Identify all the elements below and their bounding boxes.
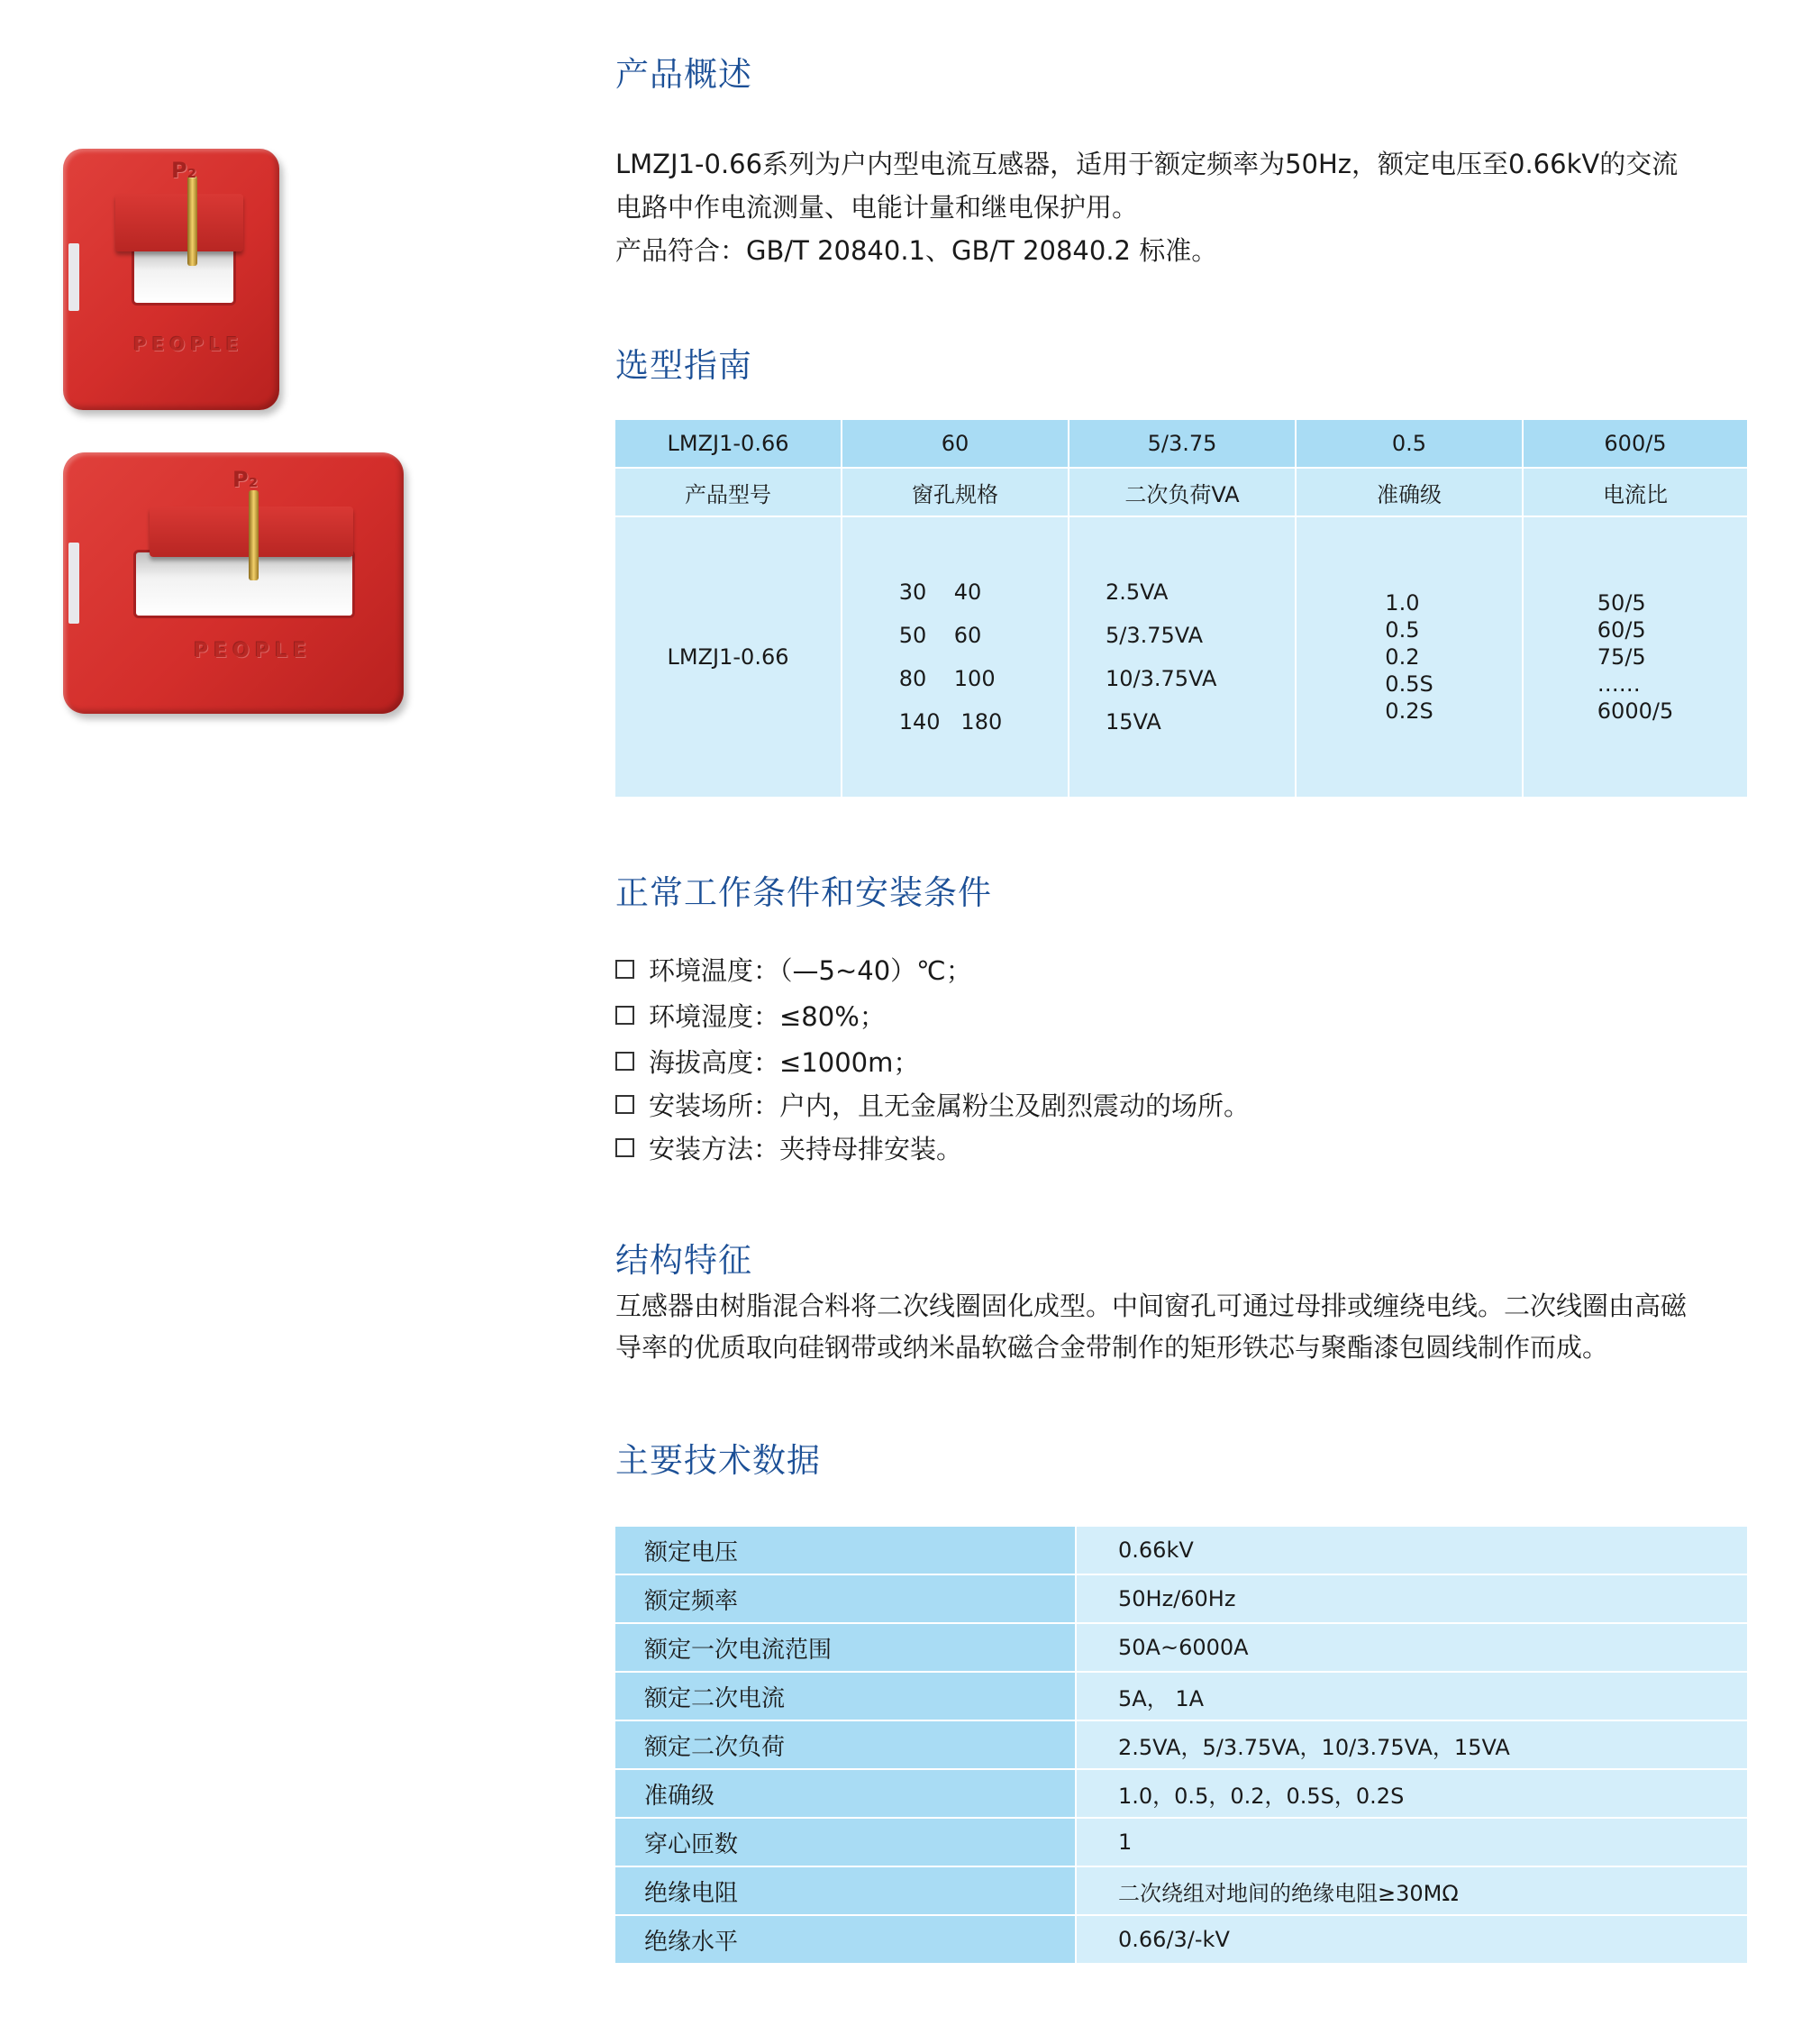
condition-text: 环境湿度：≤80%；: [649, 1001, 886, 1032]
tech-title: 主要技术数据: [615, 1441, 821, 1480]
condition-text: 海拔高度：≤1000m；: [649, 1047, 920, 1078]
terminal-marking: P₂: [171, 158, 197, 183]
header-cell: 产品型号: [615, 467, 841, 516]
header-cell: 准确级: [1297, 467, 1522, 516]
checkbox-icon: [615, 1138, 634, 1157]
param-name: 额定频率: [615, 1575, 1075, 1622]
brand-emboss: PEOPLE: [133, 333, 244, 355]
selection-table: [615, 420, 1747, 795]
core-window: [133, 550, 355, 618]
table-row: [615, 1867, 1747, 1916]
header-cell: 电流比: [1524, 467, 1747, 516]
ratio-value: 50/5: [1597, 590, 1646, 616]
top-cell: LMZJ1-0.66: [615, 420, 841, 467]
ratio-value: 60/5: [1597, 617, 1646, 643]
structure-text: [615, 1285, 1687, 1368]
label-sticker: [68, 243, 79, 311]
model-cell: LMZJ1-0.66: [615, 516, 841, 797]
column-model: [615, 420, 841, 795]
condition-item: [615, 1086, 1250, 1123]
condition-item: [615, 1043, 919, 1080]
overview-line: LMZJ1-0.66系列为户内型电流互感器，适用于额定频率为50Hz，额定电压至0.66kV的交流: [615, 149, 1679, 179]
param-value: 50Hz/60Hz: [1077, 1575, 1747, 1622]
accuracy-value: 0.2: [1385, 644, 1420, 670]
param-value: 50A~6000A: [1077, 1624, 1747, 1671]
condition-item: [615, 951, 972, 988]
core-window: [132, 246, 236, 306]
table-row: [615, 1673, 1747, 1721]
tech-data-table: [615, 1527, 1747, 1965]
overview-text: [615, 142, 1678, 272]
column-ratio: [1524, 420, 1747, 795]
top-cell: 600/5: [1524, 420, 1747, 467]
checkbox-icon: [615, 1095, 634, 1114]
header-cell: 窗孔规格: [842, 467, 1068, 516]
checkbox-icon: [615, 960, 634, 979]
condition-item: [615, 997, 886, 1034]
ratio-value: 75/5: [1597, 644, 1646, 670]
table-row: [615, 1770, 1747, 1819]
label-sticker: [68, 543, 79, 624]
param-value: 0.66/3/-kV: [1077, 1916, 1747, 1963]
checkbox-icon: [615, 1006, 634, 1025]
table-row: [615, 1721, 1747, 1770]
condition-item: [615, 1129, 962, 1166]
ratio-cell: [1524, 516, 1747, 797]
burden-value: 2.5VA: [1106, 579, 1169, 605]
param-name: 额定二次负荷: [615, 1721, 1075, 1768]
window-cell: [842, 516, 1068, 797]
condition-text: 安装方法：夹持母排安装。: [649, 1134, 963, 1164]
selection-title: 选型指南: [615, 346, 752, 385]
table-row: [615, 1527, 1747, 1575]
top-cell: 0.5: [1297, 420, 1522, 467]
param-name: 绝缘电阻: [615, 1867, 1075, 1914]
top-cell: 5/3.75: [1069, 420, 1295, 467]
param-name: 额定一次电流范围: [615, 1624, 1075, 1671]
accuracy-value: 0.2S: [1385, 698, 1433, 724]
ratio-value: ……: [1597, 671, 1641, 697]
burden-value: 5/3.75VA: [1106, 623, 1204, 648]
table-row: [615, 1575, 1747, 1624]
accuracy-value: 1.0: [1385, 590, 1420, 616]
conditions-title: 正常工作条件和安装条件: [615, 873, 992, 912]
param-name: 绝缘水平: [615, 1916, 1075, 1963]
terminal-bar: [115, 194, 243, 251]
burden-value: 10/3.75VA: [1106, 666, 1217, 691]
structure-title: 结构特征: [615, 1241, 752, 1280]
param-value: 1.0，0.5，0.2，0.5S，0.2S: [1077, 1770, 1747, 1817]
table-row: [615, 1916, 1747, 1965]
param-value: 二次绕组对地间的绝缘电阻≥30MΩ: [1077, 1867, 1747, 1914]
param-name: 穿心匝数: [615, 1819, 1075, 1866]
burden-cell: [1069, 516, 1295, 797]
accuracy-cell: [1297, 516, 1522, 797]
structure-line: 导率的优质取向硅钢带或纳米晶软磁合金带制作的矩形铁芯与聚酯漆包圆线制作而成。: [615, 1332, 1609, 1363]
checkbox-icon: [615, 1052, 634, 1071]
header-cell: 二次负荷VA: [1069, 467, 1295, 516]
param-value: 2.5VA，5/3.75VA，10/3.75VA，15VA: [1077, 1721, 1747, 1768]
column-burden: [1069, 420, 1295, 795]
accuracy-value: 0.5: [1385, 617, 1420, 643]
table-row: [615, 1624, 1747, 1673]
column-accuracy: [1297, 420, 1522, 795]
window-size: 50 60: [898, 623, 982, 648]
param-name: 额定二次电流: [615, 1673, 1075, 1720]
table-row: [615, 1819, 1747, 1867]
burden-value: 15VA: [1106, 709, 1161, 735]
terminal-screw-icon: [187, 176, 197, 266]
column-window: [842, 420, 1068, 795]
condition-text: 安装场所：户内，且无金属粉尘及剧烈震动的场所。: [649, 1090, 1251, 1121]
condition-text: 环境温度：（—5~40）℃；: [649, 955, 972, 986]
brand-emboss: PEOPLE: [194, 640, 313, 662]
window-size: 30 40: [898, 579, 982, 605]
window-size: 140 180: [898, 709, 1003, 735]
ratio-value: 6000/5: [1597, 698, 1674, 724]
overview-line: 电路中作电流测量、电能计量和继电保护用。: [615, 192, 1139, 223]
standards-line: 产品符合：GB/T 20840.1、GB/T 20840.2 标准。: [615, 235, 1218, 266]
param-value: 1: [1077, 1819, 1747, 1866]
param-name: 准确级: [615, 1770, 1075, 1817]
terminal-marking: P₂: [232, 467, 259, 492]
structure-line: 互感器由树脂混合料将二次线圈固化成型。中间窗孔可通过母排或缠绕电线。二次线圈由高磁: [615, 1291, 1688, 1321]
param-value: 0.66kV: [1077, 1527, 1747, 1574]
param-name: 额定电压: [615, 1527, 1075, 1574]
param-value: 5A， 1A: [1077, 1673, 1747, 1720]
overview-title: 产品概述: [615, 55, 752, 94]
accuracy-value: 0.5S: [1385, 671, 1433, 697]
window-size: 80 100: [898, 666, 996, 691]
top-cell: 60: [842, 420, 1068, 467]
terminal-screw-icon: [249, 490, 259, 580]
